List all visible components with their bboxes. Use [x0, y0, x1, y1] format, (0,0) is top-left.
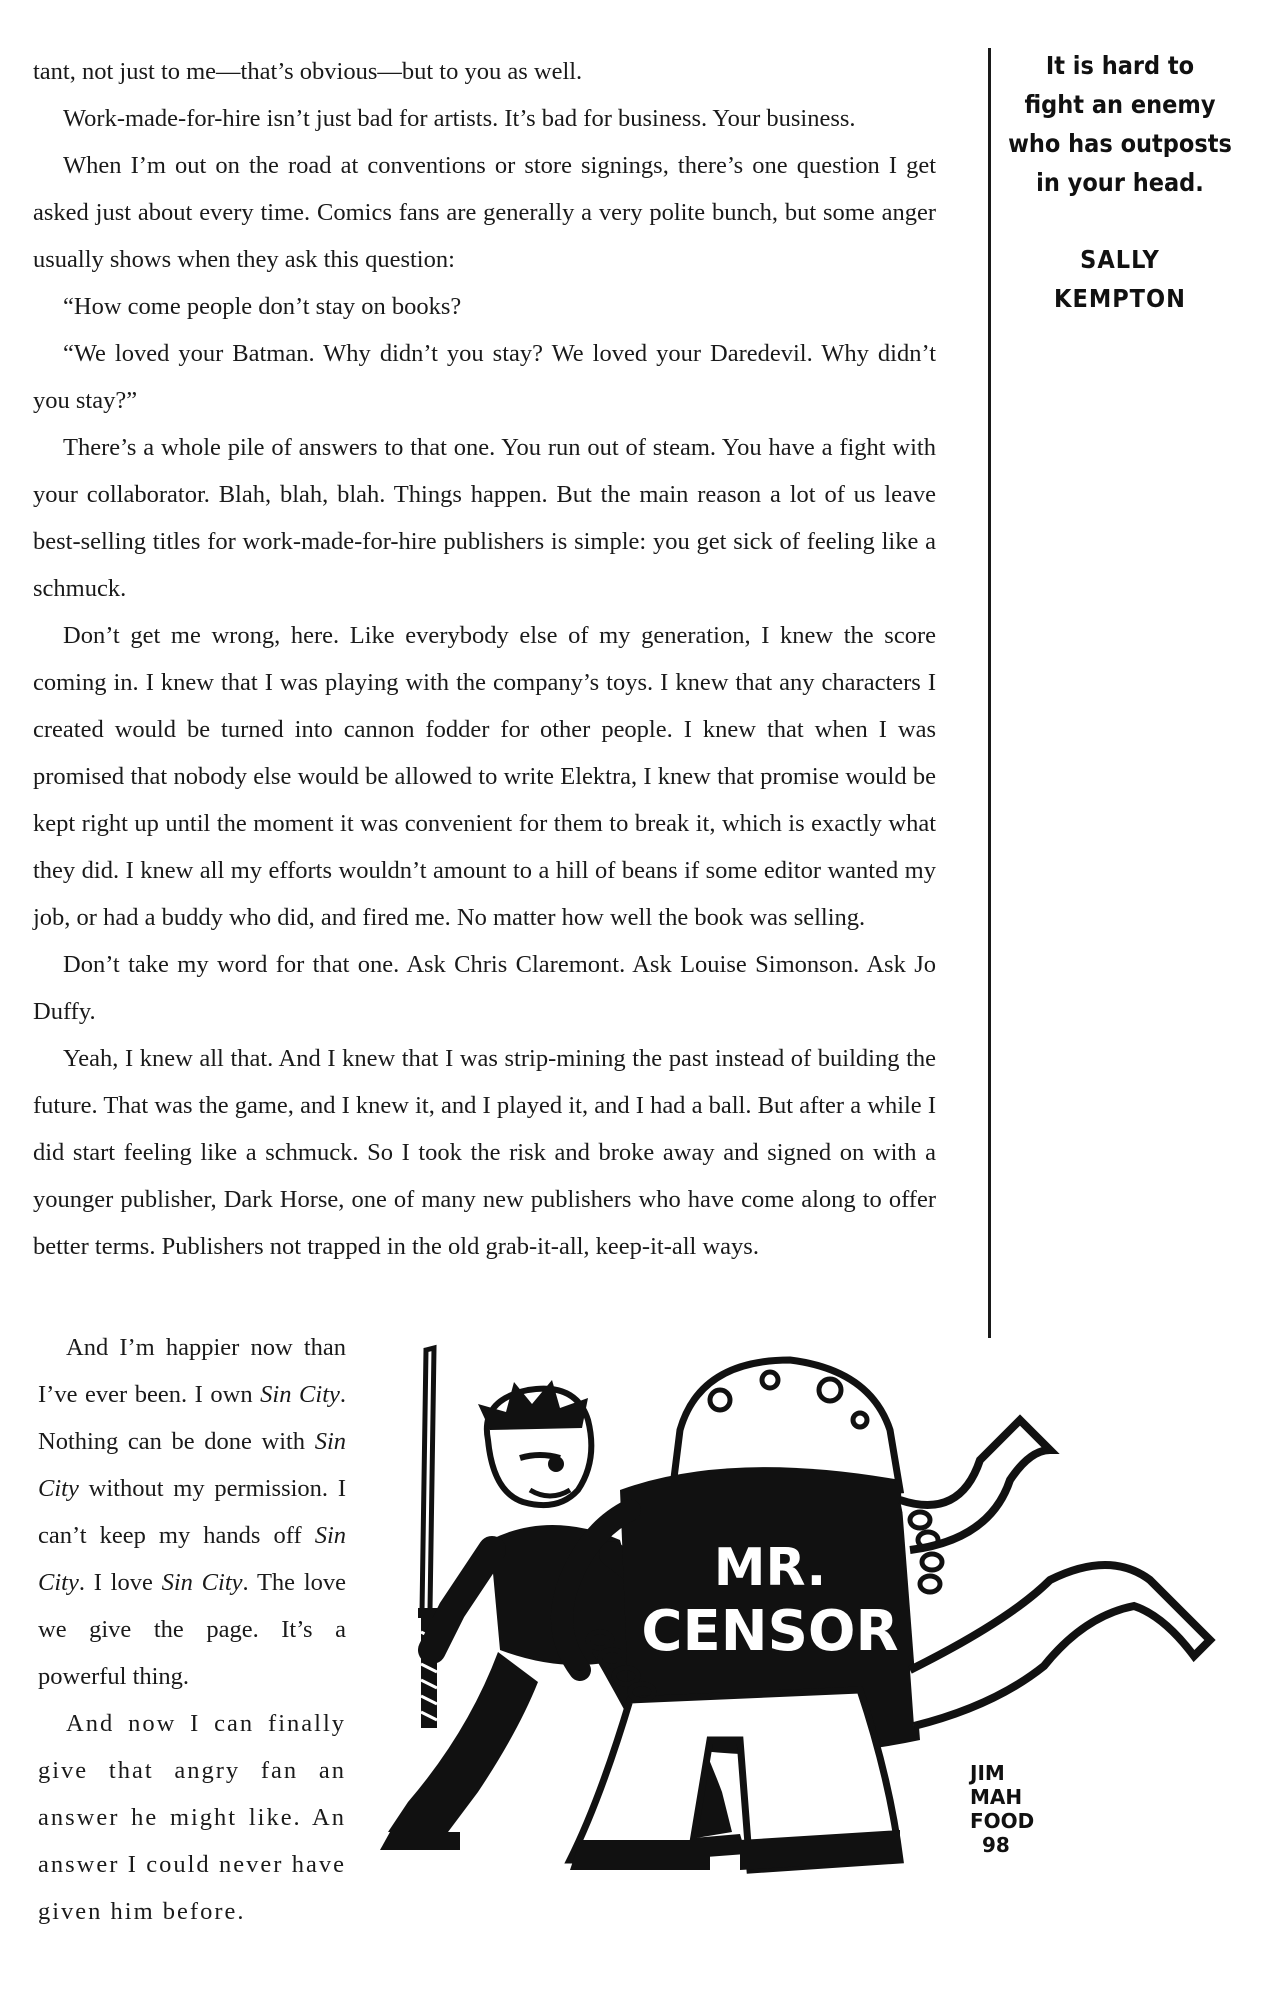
article-lower-column [38, 1324, 346, 1935]
article-body [33, 48, 936, 1270]
title-sin-city: Sin City [38, 1522, 346, 1596]
katana-icon [418, 1348, 440, 1728]
title-sin-city: Sin City [161, 1569, 243, 1596]
signature-line: FOOD [970, 1809, 1035, 1833]
text-run: . Nothing can be done with [38, 1381, 347, 1455]
signature-line: JIM [970, 1761, 1005, 1785]
paragraph-ask-claremont: Don’t take my word for that one. Ask Chris Claremont. Ask Louise Simonson. Ask Jo Duffy. [33, 951, 936, 1025]
paragraph-continuation: tant, not just to me—that’s obvious—but to you as well. [33, 58, 583, 85]
paragraph-batman: “We loved your Batman. Why didn’t you stay? We loved your Daredevil. Why didn’t you stay?” [33, 340, 936, 414]
paragraph-conventions: When I’m out on the road at conventions or store signings, there’s one question I get asked just about every time. Comics fans are generally a very polite bunch, but some anger usually shows when they ask this question: [33, 152, 936, 273]
pull-quote-text: It is hard to fight an enemy who has outposts in your head. [1008, 51, 1232, 197]
artist-signature [968, 1761, 1034, 1857]
paragraph-answers: There’s a whole pile of answers to that one. You run out of steam. You have a fight with your collaborator. Blah, blah, blah. Things happen. But the main reason a lot of us leave best-selling titles for work-made-for-hire publishers is simple: you get sick of feeling like a schmuck. [33, 434, 936, 602]
paragraph-dont-get-me-wrong: Don’t get me wrong, here. Like everybody else of my generation, I knew the score coming in. I knew that I was playing with the company’s toys. I knew that any characters I created would be turned into cannon fodder for other people. I knew that when I was promised that nobody else would be allowed to write Elektra, I knew that promise would be kept right up until the moment it was convenient for them to break it, which is exactly what they did. I knew all my efforts wouldn’t amount to a hill of beans if some editor wanted my job, or had a buddy who did, and fired me. No matter how well the book was selling. [33, 622, 936, 931]
text-run: And I’m happier now than I’ve ever been. I own [38, 1334, 346, 1408]
signature-line: MAH [970, 1785, 1023, 1809]
paragraph-work-for-hire: Work-made-for-hire isn’t just bad for artists. It’s bad for business. Your business. [63, 105, 856, 132]
pull-quote-author: SALLY KEMPTON [1054, 245, 1186, 313]
paragraph-sin-city [38, 1324, 346, 1700]
signature-line: 98 [982, 1833, 1010, 1857]
paragraph-strip-mining: Yeah, I knew all that. And I knew that I was strip-mining the past instead of building the future. That was the game, and I knew it, and I played it, and I had a ball. But after a while I did start feeling like a schmuck. So I took the risk and broke away and signed on with a younger publisher, Dark Horse, one of many new publishers who have come along to offer better terms. Publishers not trapped in the old grab-it-all, keep-it-all ways. [33, 1045, 936, 1260]
villain-label-line1: MR. [713, 1538, 827, 1598]
title-sin-city: Sin City [38, 1428, 346, 1502]
illustration-mr-censor [380, 1340, 1250, 1980]
column-divider [988, 48, 991, 1338]
text-run: . I love [78, 1569, 162, 1596]
pull-quote [1000, 46, 1240, 318]
paragraph-angry-fan: And now I can finally give that angry fan an answer he might like. An answer I could never have given him before. [38, 1710, 346, 1925]
monster-figure [562, 1360, 1210, 1870]
text-run: without my permission. I can’t keep my hands off [38, 1475, 346, 1549]
title-sin-city: Sin City [260, 1381, 340, 1408]
paragraph-question: “How come people don’t stay on books? [63, 293, 462, 320]
text-run: . The love we give the page. It’s a powerful thing. [38, 1569, 346, 1690]
villain-label-line2: CENSOR [641, 1599, 899, 1664]
